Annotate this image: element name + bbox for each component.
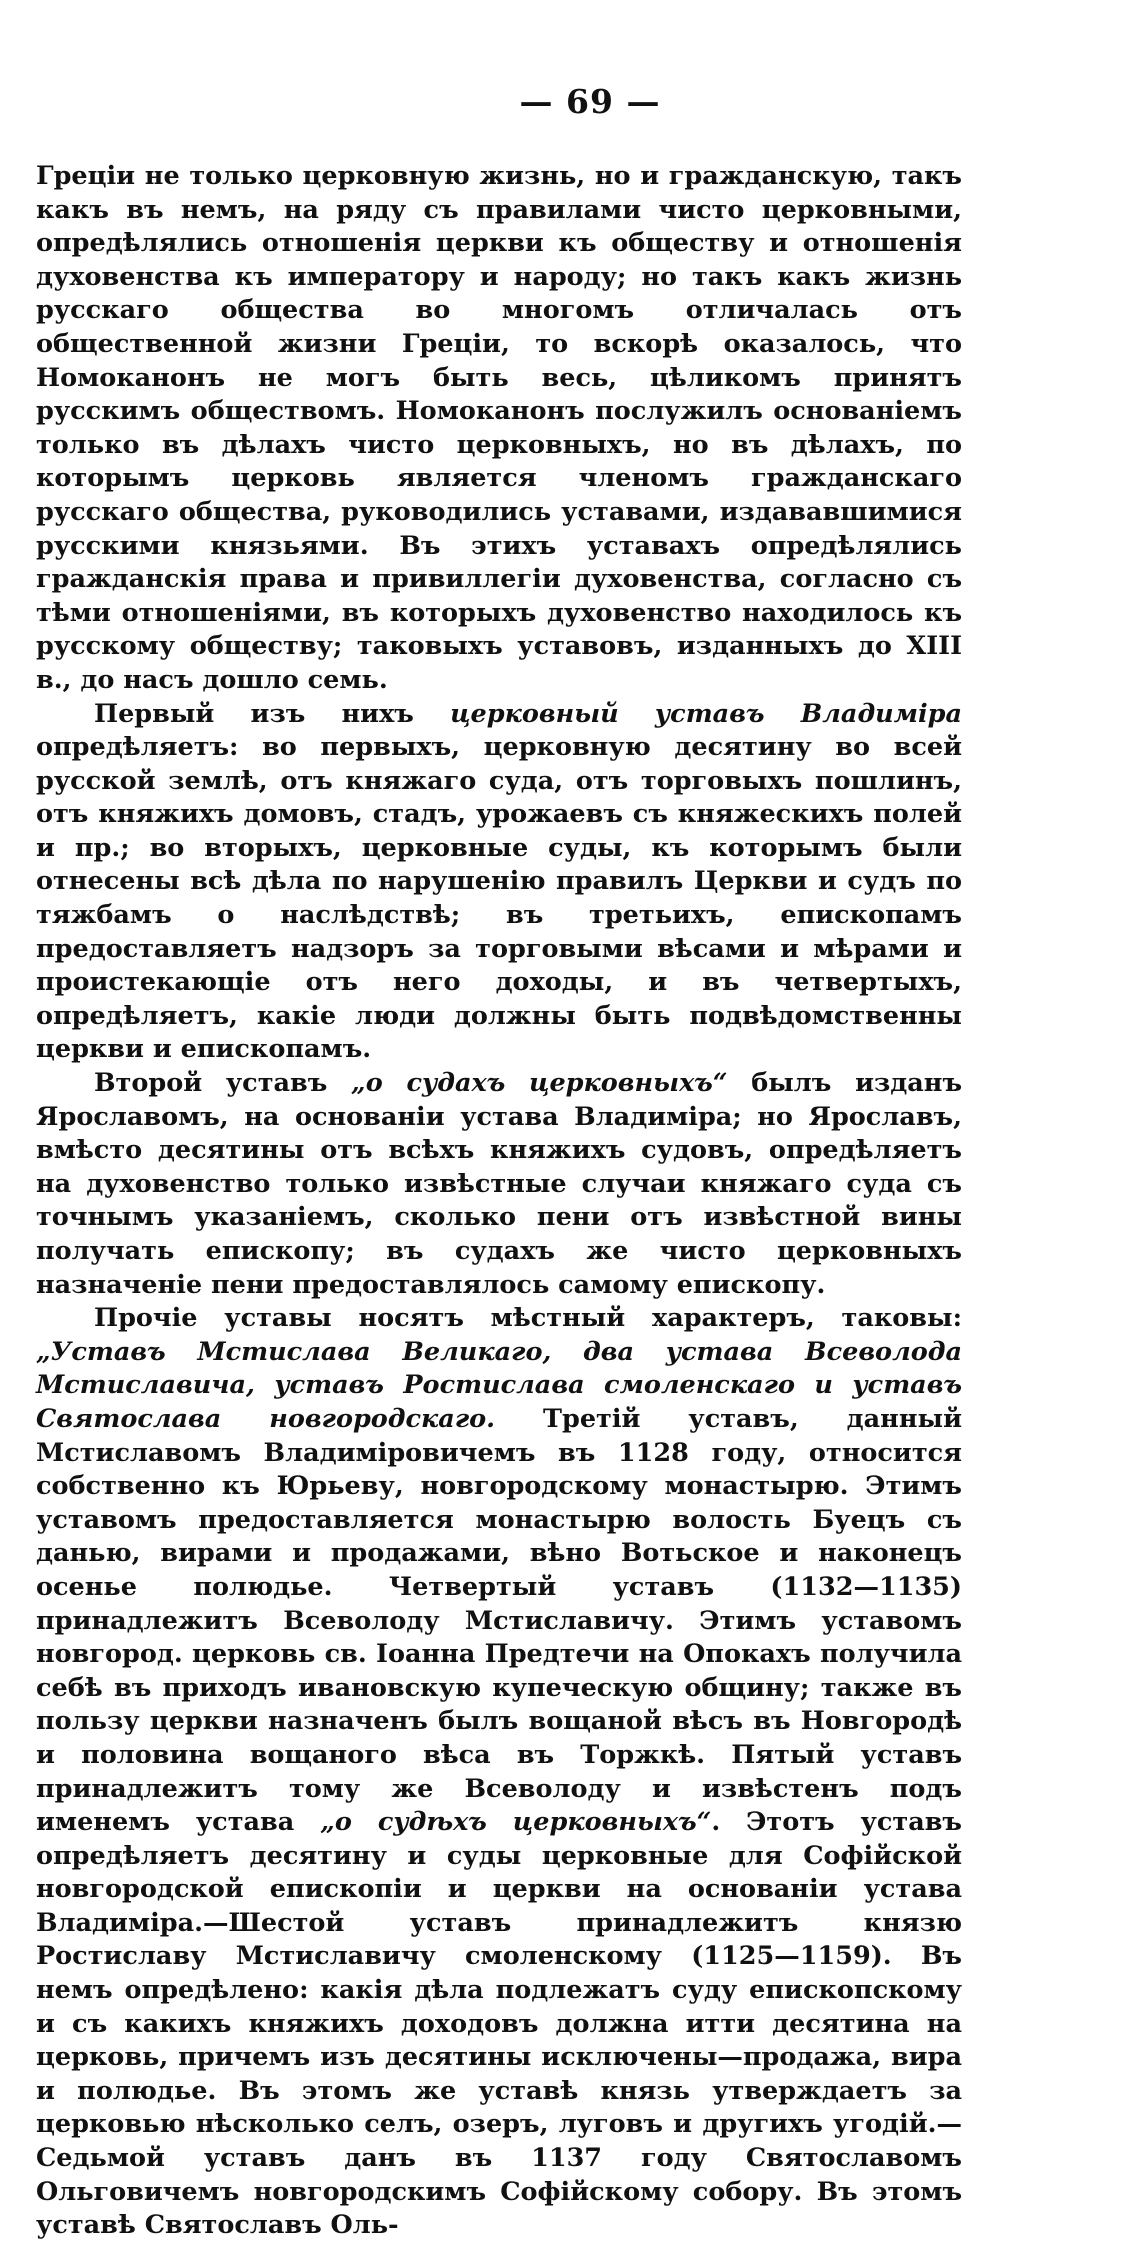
paragraph-3-text-a: Второй уставъ: [94, 1068, 352, 1099]
page-number: — 69 —: [519, 82, 661, 121]
paragraph-4-italic-title-2: „о судѣхъ церковныхъ“: [320, 1807, 712, 1838]
paragraph-4-text-c: . Этотъ уставъ опредѣляетъ десятину и суды церковные для Софійской новгородской епископіи и церкви на основаніи устава Владиміра.—Шестой уставъ принадлежитъ князю Ростиславу Мстиславичу смоленскому (1125—1159). Въ немъ опредѣлено: какія дѣла подлежатъ суду епископскому и съ какихъ княжихъ доходовъ должна итти десятина на церковь, причемъ изъ десятины исключены—продажа, вира и полюдье. Въ этомъ же уставѣ князь утверждаетъ за церковью нѣсколько селъ, озеръ, луговъ и другихъ угодій.—Седьмой уставъ данъ въ 1137 году Святославомъ Ольговичемъ новгородскимъ Софійскому собору. Въ этомъ уставѣ Святославъ Оль-: [36, 1807, 962, 2241]
paragraph-1: [36, 160, 962, 698]
paragraph-3: [36, 1067, 962, 1302]
paragraph-1-text: Греціи не только церковную жизнь, но и гражданскую, такъ какъ въ немъ, на ряду съ правилами чисто церковными, опредѣлялись отношенія церкви къ обществу и отношенія духовенства къ императору и народу; но такъ какъ жизнь русскаго общества во многомъ отличалась отъ общественной жизни Греціи, то вскорѣ оказалось, что Номоканонъ не могъ быть весь, цѣликомъ принятъ русскимъ обществомъ. Номоканонъ послужилъ основаніемъ только въ дѣлахъ чисто церковныхъ, но въ дѣлахъ, по которымъ церковь является членомъ гражданскаго русскаго общества, руководились уставами, издававшимися русскими князьями. Въ этихъ уставахъ опредѣлялись гражданскія права и привиллегіи духовенства, согласно съ тѣми отношеніями, въ которыхъ духовенство находилось къ русскому обществу; таковыхъ уставовъ, изданныхъ до XIII в., до насъ дошло семь.: [36, 161, 962, 695]
paragraph-2-italic-title: церковный уставъ Владиміра: [450, 698, 962, 729]
paragraph-2-text-a: Первый изъ нихъ: [94, 698, 451, 729]
paragraph-4-italic-titles: „Уставъ Мстислава Великаго, два устава Всеволода Мстиславича, уставъ Ростислава смоленскаго и уставъ Святослава новгородскаго.: [36, 1336, 962, 1434]
paragraph-3-italic-title: „о судахъ церковныхъ“: [351, 1068, 728, 1099]
paragraph-3-text-b: былъ изданъ Ярославомъ, на основаніи устава Владиміра; но Ярославъ, вмѣсто десятины отъ всѣхъ княжихъ судовъ, опредѣляетъ на духовенство только извѣстные случаи княжаго суда съ точнымъ указаніемъ, сколько пени отъ извѣстной вины получать епископу; въ судахъ же чисто церковныхъ назначеніе пени предоставлялось самому епископу.: [36, 1068, 963, 1300]
paragraph-2: [36, 698, 962, 1068]
body-text: [36, 160, 962, 2243]
paragraph-2-text-b: опредѣляетъ: во первыхъ, церковную десятину во всей русской землѣ, отъ княжаго суда, отъ торговыхъ пошлинъ, отъ княжихъ домовъ, стадъ, урожаевъ съ княжескихъ полей и пр.; во вторыхъ, церковные суды, къ которымъ были отнесены всѣ дѣла по нарушенію правилъ Церкви и судъ по тяжбамъ о наслѣдствѣ; въ третьихъ, епископамъ предоставляетъ надзоръ за торговыми вѣсами и мѣрами и проистекающіе отъ него доходы, и въ четвертыхъ, опредѣляетъ, какіе люди должны быть подвѣдомственны церкви и епископамъ.: [36, 732, 962, 1065]
paragraph-4-text-a: Прочіе уставы носятъ мѣстный характеръ, таковы:: [94, 1303, 962, 1334]
paragraph-4: [36, 1302, 962, 2243]
paragraph-4-text-b: Третій уставъ, данный Мстиславомъ Владиміровичемъ въ 1128 году, относится собственно къ Юрьеву, новгородскому монастырю. Этимъ уставомъ предоставляется монастырю волость Буецъ съ данью, вирами и продажами, вѣно Вотьское и наконецъ осенье полюдье. Четвертый уставъ (1132—1135) принадлежитъ Всеволоду Мстиславичу. Этимъ уставомъ новгород. церковь св. Іоанна Предтечи на Опокахъ получила себѣ въ приходъ ивановскую купеческую общину; также въ пользу церкви назначенъ былъ вощаной вѣсъ въ Новгородѣ и половина вощаного вѣса въ Торжкѣ. Пятый уставъ принадлежитъ тому же Всеволоду и извѣстенъ подъ именемъ устава: [36, 1403, 962, 1838]
